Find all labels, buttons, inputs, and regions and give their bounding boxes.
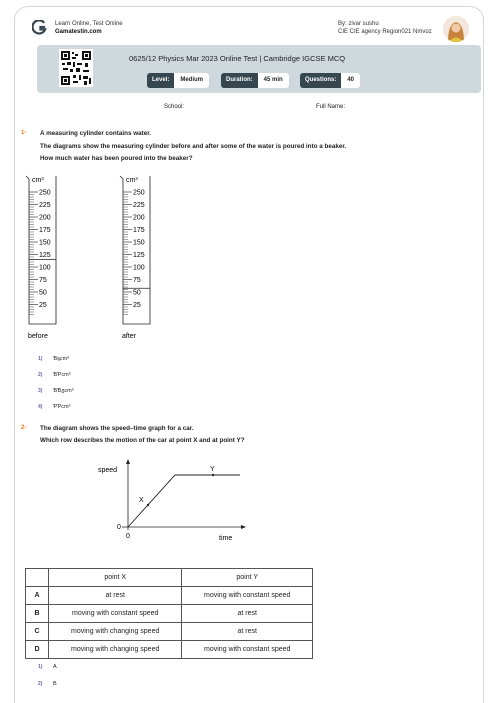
- q1-option-number: 4): [38, 404, 43, 410]
- table-row: [26, 641, 313, 659]
- level-value: Medium: [174, 73, 209, 88]
- after-cylinder-scale-label: 225: [133, 202, 145, 209]
- after-cylinder-scale-label: 250: [133, 189, 145, 197]
- q2-option-number: 2): [38, 681, 43, 687]
- before-cylinder-scale-label: 200: [39, 214, 51, 222]
- cell-point-y: at rest: [182, 605, 313, 623]
- point-y-marker: [212, 474, 214, 476]
- after-cylinder-scale-label: 200: [133, 214, 145, 222]
- question-1-line-2: The diagrams show the measuring cylinder before and after some of the water is poured into a beaker.: [40, 143, 347, 150]
- graph-xlabel: time: [219, 535, 233, 542]
- gamatestin-logo: [32, 20, 47, 35]
- duration-label: Duration:: [221, 73, 258, 88]
- duration-value: 45 min: [258, 73, 289, 88]
- graph-origin-x: 0: [126, 533, 130, 540]
- q1-option-text[interactable]: ƁƤcm³: [53, 372, 71, 378]
- row-letter: A: [26, 587, 49, 605]
- question-1-number: 1-: [21, 130, 27, 136]
- after-cylinder-scale-label: 175: [133, 227, 145, 234]
- graph-origin-y: 0: [117, 524, 121, 531]
- motion-table: [25, 568, 313, 659]
- before-cylinder-scale-label: 175: [39, 227, 51, 234]
- row-letter: C: [26, 623, 49, 641]
- row-letter: B: [26, 605, 49, 623]
- author: By: zivar sushu: [338, 21, 379, 27]
- point-y-label: Y: [210, 466, 215, 473]
- school-field: School:: [164, 104, 185, 110]
- after-cylinder-scale-label: 150: [133, 239, 145, 247]
- before-cylinder-caption: before: [28, 333, 48, 340]
- cell-point-y: moving with constant speed: [182, 587, 313, 605]
- after-cylinder-caption: after: [122, 333, 137, 340]
- after-cylinder-scale-label: 50: [133, 289, 141, 297]
- measuring-cylinders-diagram: [20, 166, 170, 346]
- level-pill: [147, 73, 209, 88]
- avatar: [443, 16, 469, 42]
- questions-pill: [300, 73, 360, 88]
- table-header: point Y: [182, 569, 313, 587]
- question-1-line-1: A measuring cylinder contains water.: [40, 130, 152, 137]
- after-cylinder-scale-label: 75: [133, 277, 141, 284]
- question-2-line-1: The diagram shows the speed–time graph for a car.: [40, 425, 194, 432]
- speed-time-graph: [95, 452, 255, 544]
- q1-option-text[interactable]: Ɓᶊcm³: [53, 356, 70, 362]
- duration-pill: [221, 73, 289, 88]
- q1-option-number: 1): [38, 356, 43, 362]
- after-cylinder-scale-label: 100: [133, 264, 145, 272]
- q2-option-number: 1): [38, 664, 43, 670]
- q1-option-text[interactable]: ƁƁᵹcm³: [53, 388, 74, 394]
- level-label: Level:: [147, 73, 174, 88]
- test-title: 0625/12 Physics Mar 2023 Online Test | Cambridge IGCSE MCQ: [129, 54, 346, 63]
- cell-point-x: moving with changing speed: [49, 623, 182, 641]
- point-x-label: X: [139, 497, 144, 504]
- before-cylinder-scale-label: 50: [39, 289, 47, 297]
- qr-code-icon: [59, 49, 93, 87]
- questions-value: 40: [341, 73, 360, 88]
- q1-option-number: 2): [38, 372, 43, 378]
- table-row: [26, 623, 313, 641]
- x-axis-arrow: [241, 525, 246, 529]
- cell-point-x: at rest: [49, 587, 182, 605]
- agency: CIE CIE agency Region021 Nmvoz: [338, 29, 432, 35]
- question-2-line-2: Which row describes the motion of the car at point X and at point Y?: [40, 437, 245, 444]
- speed-line: [128, 475, 240, 527]
- after-cylinder-unit: cm³: [126, 177, 138, 184]
- question-1-line-3: How much water has been poured into the beaker?: [40, 155, 193, 162]
- before-cylinder-scale-label: 150: [39, 239, 51, 247]
- q1-option-text[interactable]: ƤƤcm³: [53, 404, 71, 410]
- y-axis-arrow: [126, 459, 130, 464]
- full-name-field: Full Name:: [316, 104, 346, 110]
- tagline: Learn Online, Test Online: [55, 21, 123, 27]
- before-cylinder-scale-label: 225: [39, 202, 51, 209]
- table-header: point X: [49, 569, 182, 587]
- before-cylinder-scale-label: 125: [39, 252, 51, 259]
- before-cylinder-scale-label: 75: [39, 277, 47, 284]
- q2-option-text[interactable]: A: [53, 664, 57, 670]
- site-name[interactable]: Gamatestin.com: [55, 29, 102, 35]
- after-cylinder-scale-label: 125: [133, 252, 145, 259]
- table-header-row: [26, 569, 313, 587]
- table-row: [26, 605, 313, 623]
- before-cylinder-unit: cm³: [32, 177, 44, 184]
- q1-option-number: 3): [38, 388, 43, 394]
- graph-ylabel: speed: [98, 467, 118, 474]
- table-header: [26, 569, 49, 587]
- q2-option-text[interactable]: B: [53, 681, 57, 687]
- after-cylinder-scale-label: 25: [133, 302, 141, 309]
- cell-point-y: moving with constant speed: [182, 641, 313, 659]
- test-banner: [37, 45, 481, 93]
- table-row: [26, 587, 313, 605]
- cell-point-y: at rest: [182, 623, 313, 641]
- before-cylinder-scale-label: 25: [39, 302, 47, 309]
- question-2-number: 2-: [21, 425, 27, 431]
- questions-label: Questions:: [300, 73, 341, 88]
- before-cylinder-scale-label: 100: [39, 264, 51, 272]
- cell-point-x: moving with constant speed: [49, 605, 182, 623]
- row-letter: D: [26, 641, 49, 659]
- before-cylinder-scale-label: 250: [39, 189, 51, 197]
- cell-point-x: moving with changing speed: [49, 641, 182, 659]
- point-x-marker: [147, 504, 149, 506]
